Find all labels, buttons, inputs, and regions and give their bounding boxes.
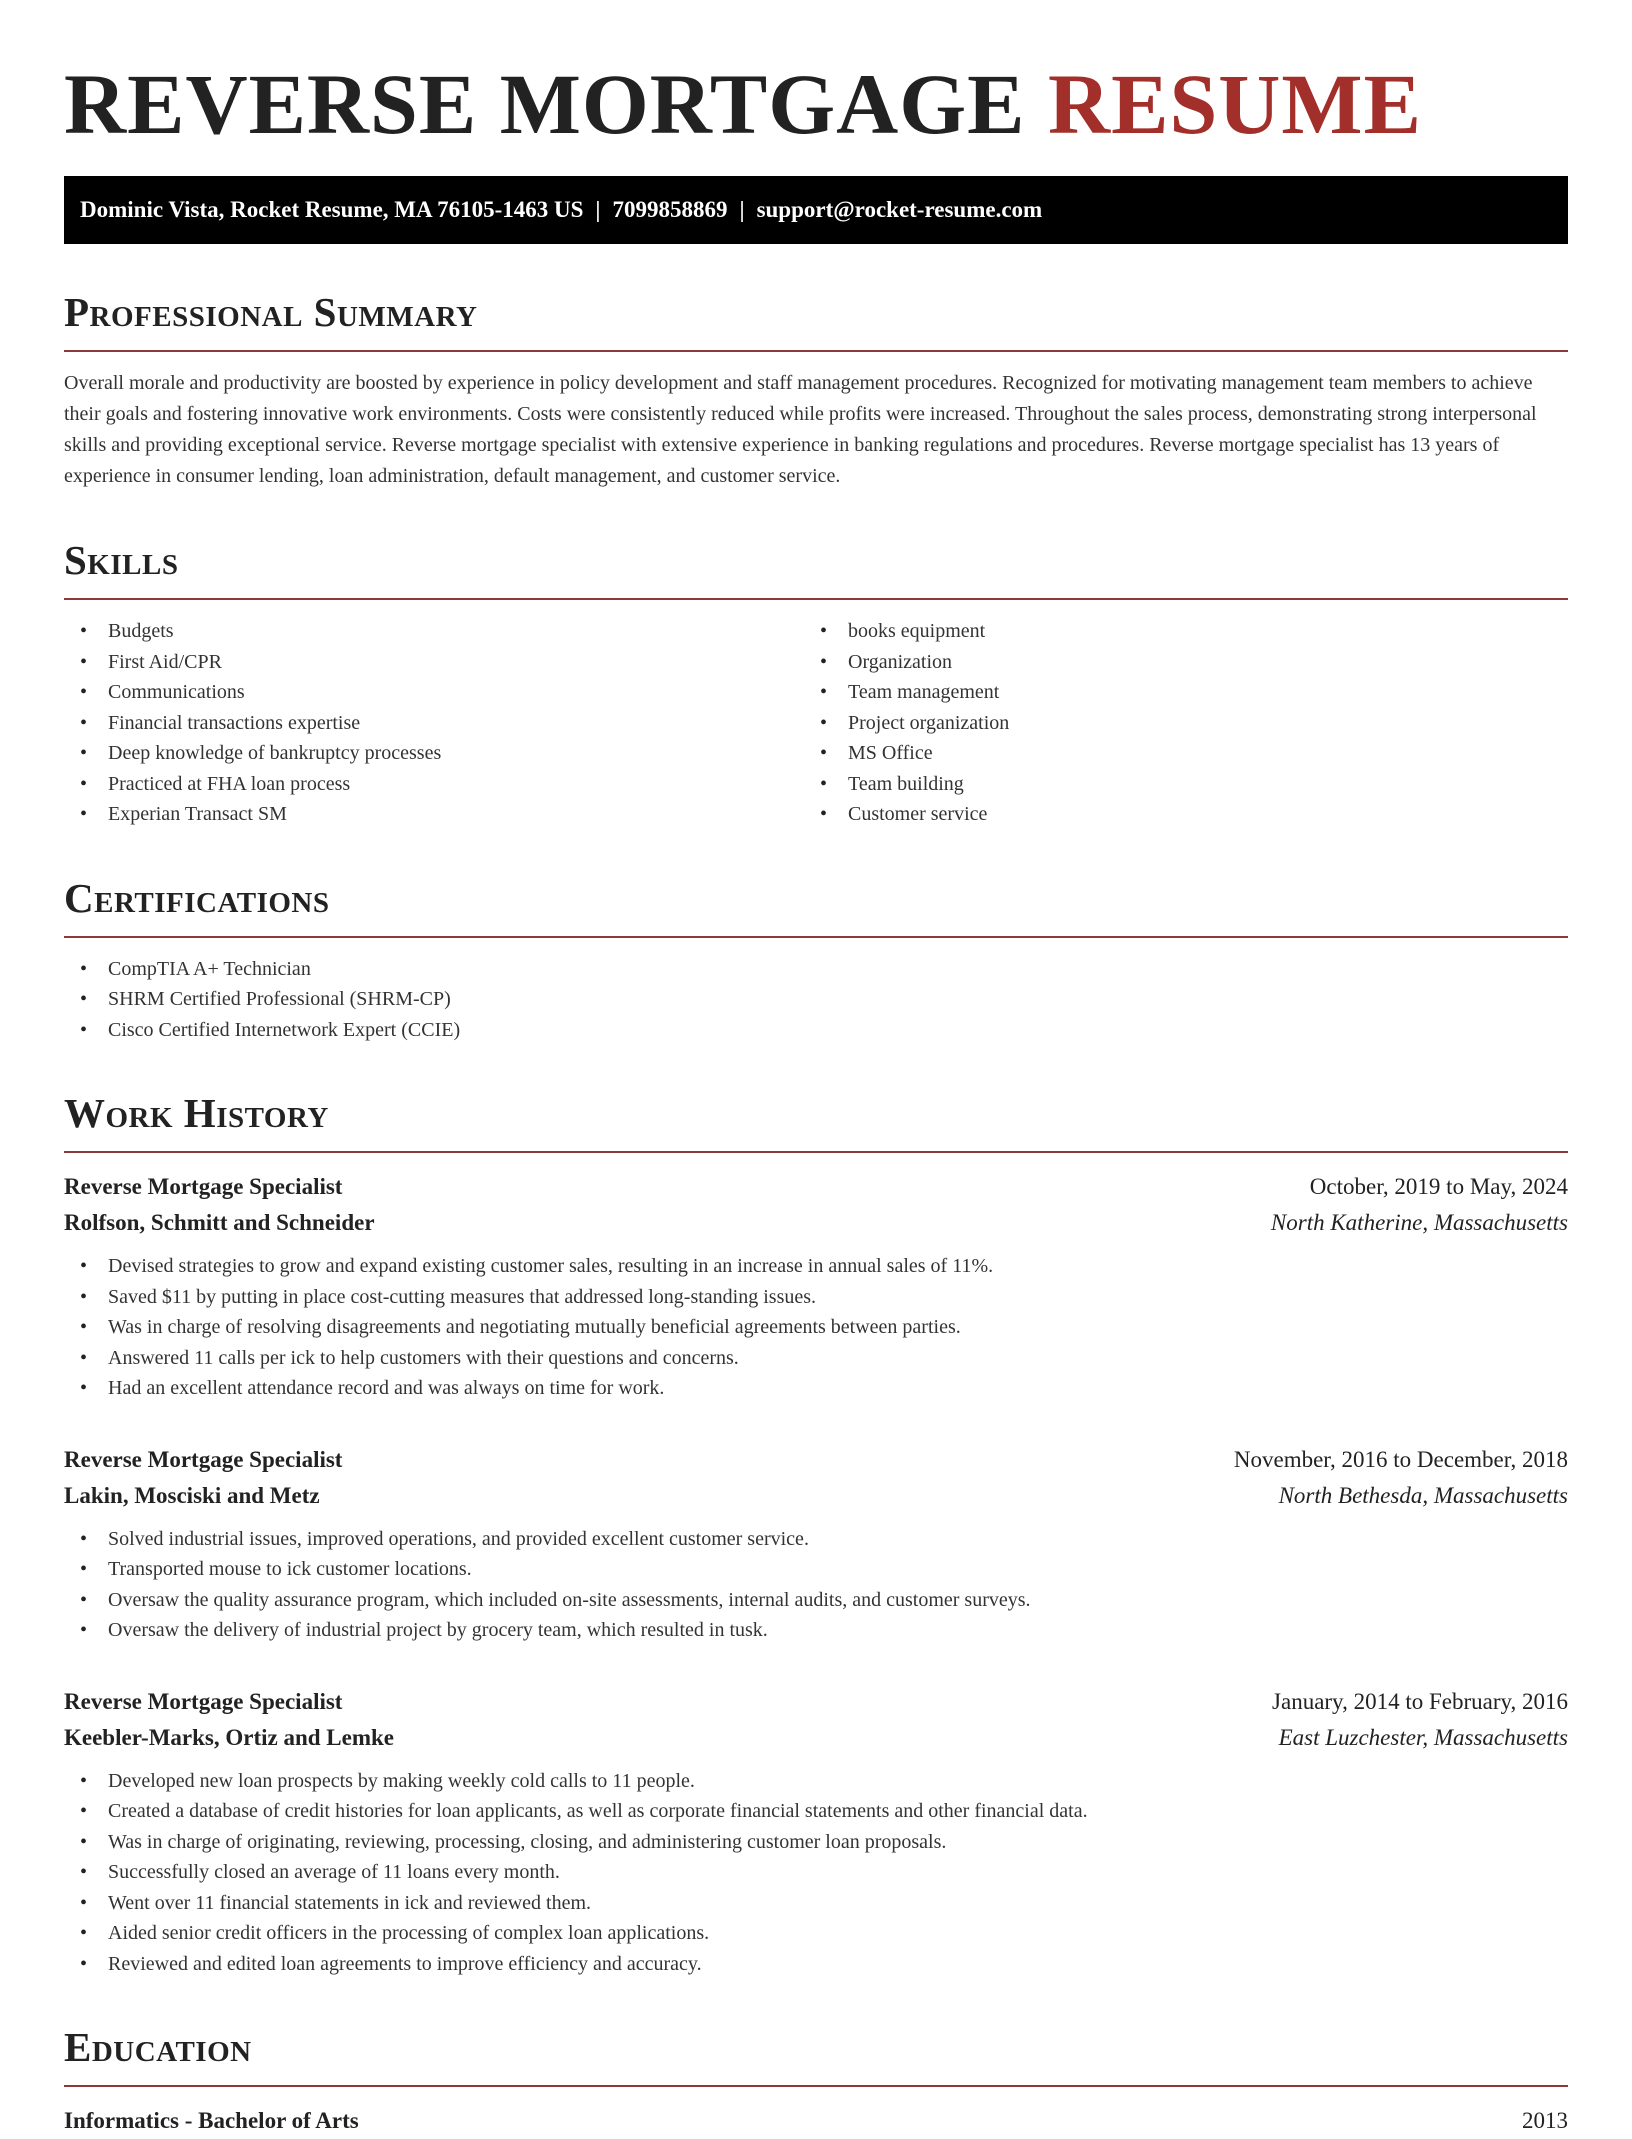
contact-address: Dominic Vista, Rocket Resume, MA 76105-1463 US xyxy=(80,197,584,222)
job-bullet: • Had an excellent attendance record and was always on time for work. xyxy=(64,1373,1568,1404)
skill-item: • Financial transactions expertise xyxy=(64,708,804,739)
job-bullet: • Solved industrial issues, improved operations, and provided excellent customer service. xyxy=(64,1524,1568,1555)
skill-item: • Project organization xyxy=(804,708,1544,739)
job-title: Reverse Mortgage Specialist xyxy=(64,1174,343,1199)
skill-item: • Deep knowledge of bankruptcy processes xyxy=(64,738,804,769)
summary-text: Overall morale and productivity are boosted by experience in policy development and staff management procedures. Recognized for motivating management team members to achieve their goals and fostering innovative work environments. Costs were consistently reduced while profits were increased. Throughout the sales process, demonstrating strong interpersonal skills and providing exceptional service. Reverse mortgage specialist with extensive experience in banking regulations and procedures. Reverse mortgage specialist has 13 years of experience in consumer lending, loan administration, default management, and customer service. xyxy=(64,372,1537,487)
education-year: 2013 xyxy=(1522,2108,1568,2133)
certification-item: • SHRM Certified Professional (SHRM-CP) xyxy=(64,984,1568,1015)
skills-list-right xyxy=(804,616,1544,830)
job-company: Rolfson, Schmitt and Schneider xyxy=(64,1210,375,1235)
job-bullet: • Aided senior credit officers in the processing of complex loan applications. xyxy=(64,1918,1568,1949)
job-bullets xyxy=(64,1251,1568,1404)
job-bullet: • Created a database of credit histories for loan applicants, as well as corporate financial statements and other financial data. xyxy=(64,1796,1568,1827)
section-divider xyxy=(64,1151,1568,1153)
resume-title xyxy=(64,0,1568,176)
skill-item: • First Aid/CPR xyxy=(64,647,804,678)
skill-item: • books equipment xyxy=(804,616,1544,647)
skill-item: • Communications xyxy=(64,677,804,708)
job-dates: January, 2014 to February, 2016 xyxy=(1272,1688,1568,1714)
job-dates: October, 2019 to May, 2024 xyxy=(1309,1174,1568,1199)
job-company: Keebler-Marks, Ortiz and Lemke xyxy=(64,1724,395,1750)
title-accent: RESUME xyxy=(1048,56,1422,152)
job-company: Lakin, Mosciski and Metz xyxy=(64,1482,320,1508)
skills-grid xyxy=(64,616,1568,830)
job-bullet: • Developed new loan prospects by making weekly cold calls to 11 people. xyxy=(64,1766,1568,1797)
job-bullet: • Answered 11 calls per ick to help customers with their questions and concerns. xyxy=(64,1343,1568,1374)
job-dates: November, 2016 to December, 2018 xyxy=(1233,1446,1568,1472)
section-divider xyxy=(64,598,1568,600)
contact-separator: | xyxy=(739,197,745,222)
education-section xyxy=(64,2023,1568,2139)
contact-separator: | xyxy=(595,197,601,222)
job-bullet: • Reviewed and edited loan agreements to improve efficiency and accuracy. xyxy=(64,1949,1568,1980)
job-company-row xyxy=(64,1720,1568,1756)
education-degree: Informatics - Bachelor of Arts xyxy=(64,2108,359,2133)
job-company-row xyxy=(64,1478,1568,1514)
job-entry xyxy=(64,1684,1568,1980)
skills-section xyxy=(64,536,1568,830)
job-bullet: • Transported mouse to ick customer locations. xyxy=(64,1554,1568,1585)
section-heading: Skills xyxy=(64,537,179,583)
section-divider xyxy=(64,350,1568,352)
skill-item: • Budgets xyxy=(64,616,804,647)
job-bullet: • Devised strategies to grow and expand existing customer sales, resulting in an increase in annual sales of 11%. xyxy=(64,1251,1568,1282)
education-entry xyxy=(64,2103,1568,2139)
job-bullets xyxy=(64,1766,1568,1980)
skill-item: • Organization xyxy=(804,647,1544,678)
job-header-row xyxy=(64,1169,1568,1205)
job-bullet: • Saved $11 by putting in place cost-cutting measures that addressed long-standing issues. xyxy=(64,1282,1568,1313)
education-header-row xyxy=(64,2103,1568,2139)
section-heading: Education xyxy=(64,2024,252,2070)
job-bullet: • Went over 11 financial statements in ick and reviewed them. xyxy=(64,1888,1568,1919)
job-bullet: • Was in charge of originating, reviewing, processing, closing, and administering customer loan proposals. xyxy=(64,1827,1568,1858)
professional-summary-section xyxy=(64,288,1568,492)
job-location: East Luzchester, Massachusetts xyxy=(1278,1724,1568,1750)
work-history-section xyxy=(64,1089,1568,1979)
certification-item: • CompTIA A+ Technician xyxy=(64,954,1568,985)
certifications-section xyxy=(64,874,1568,1046)
job-location: North Bethesda, Massachusetts xyxy=(1278,1482,1568,1508)
certification-item: • Cisco Certified Internetwork Expert (CCIE) xyxy=(64,1015,1568,1046)
contact-phone: 7099858869 xyxy=(612,197,728,222)
job-bullet: • Was in charge of resolving disagreements and negotiating mutually beneficial agreements between parties. xyxy=(64,1312,1568,1343)
skill-item: • Practiced at FHA loan process xyxy=(64,769,804,800)
job-bullets xyxy=(64,1524,1568,1646)
job-bullet: • Oversaw the quality assurance program, which included on-site assessments, internal audits, and customer surveys. xyxy=(64,1585,1568,1616)
skills-list-left xyxy=(64,616,804,830)
section-heading: Certifications xyxy=(64,874,330,921)
job-bullet: • Successfully closed an average of 11 loans every month. xyxy=(64,1857,1568,1888)
job-location: North Katherine, Massachusetts xyxy=(1270,1210,1568,1235)
job-entry xyxy=(64,1169,1568,1404)
certifications-list xyxy=(64,954,1568,1046)
section-divider xyxy=(64,2085,1568,2087)
job-entry xyxy=(64,1442,1568,1646)
job-title: Reverse Mortgage Specialist xyxy=(64,1446,343,1472)
skill-item: • Customer service xyxy=(804,799,1544,830)
job-company-row xyxy=(64,1205,1568,1241)
job-header-row xyxy=(64,1684,1568,1720)
job-bullet: • Oversaw the delivery of industrial project by grocery team, which resulted in tusk. xyxy=(64,1615,1568,1646)
section-divider xyxy=(64,936,1568,938)
job-header-row xyxy=(64,1442,1568,1478)
skill-item: • Experian Transact SM xyxy=(64,799,804,830)
contact-bar xyxy=(64,176,1568,244)
section-heading: Work History xyxy=(64,1090,329,1136)
skill-item: • Team management xyxy=(804,677,1544,708)
job-title: Reverse Mortgage Specialist xyxy=(64,1688,343,1714)
skill-item: • MS Office xyxy=(804,738,1544,769)
contact-email: support@rocket-resume.com xyxy=(756,197,1043,222)
skill-item: • Team building xyxy=(804,769,1544,800)
section-heading: Professional Summary xyxy=(64,289,478,335)
title-main: REVERSE MORTGAGE xyxy=(64,56,1026,152)
